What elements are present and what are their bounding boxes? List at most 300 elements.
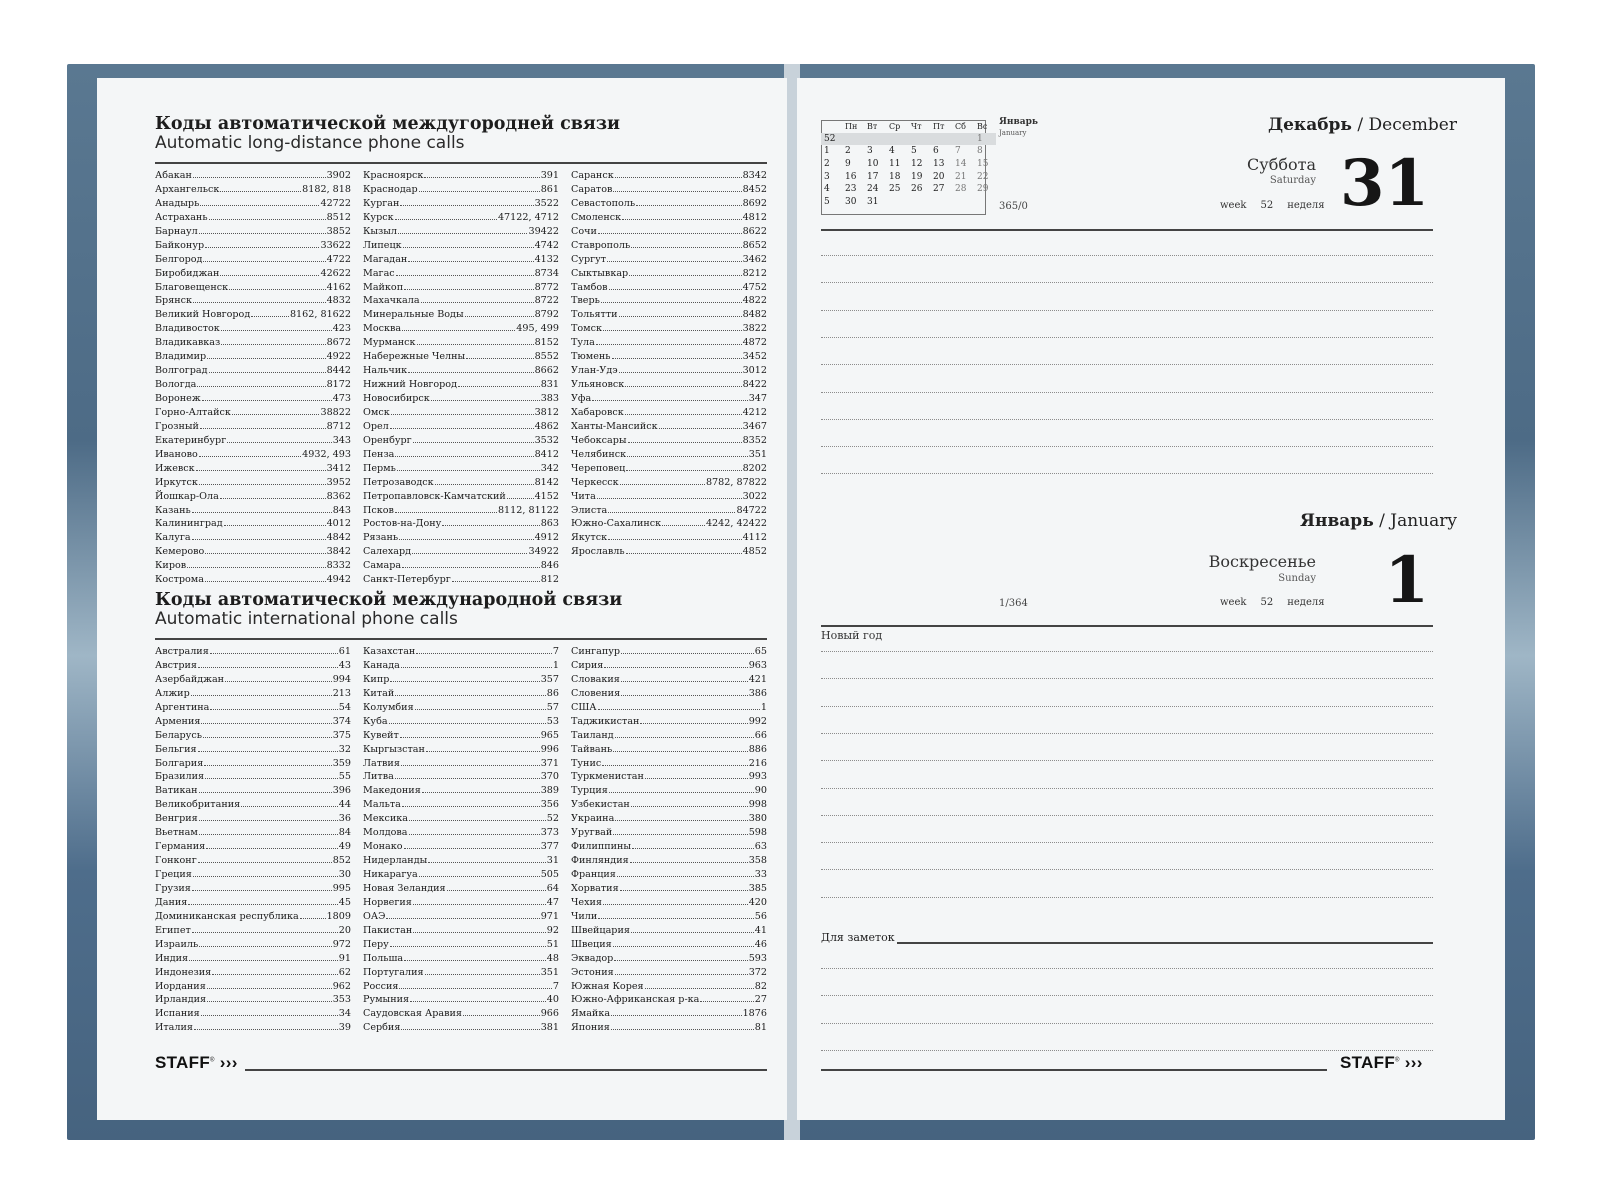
mini-calendar [821,120,996,208]
code-place: Македония [363,785,421,797]
code-row [363,197,559,211]
code-place: Калининград [155,518,223,530]
code-row [155,476,351,490]
code-row [571,462,767,476]
code-place: Турция [571,785,608,797]
code-row [571,673,767,687]
writing-line [821,473,1433,474]
mini-calendar-day: 20 [933,171,945,182]
mini-calendar-day: 24 [867,184,879,195]
code-row [155,798,351,812]
code-value: 846 [540,560,559,572]
code-value: 62 [338,966,351,978]
code-place: Ростов-на-Дону [363,518,442,530]
code-value: 82 [754,980,767,992]
code-place: Рязань [363,532,399,544]
mini-calendar-day: 5 [911,146,917,157]
code-value: 4162 [326,281,351,293]
code-row [155,197,351,211]
code-row [363,924,559,938]
code-place: Тула [571,337,595,349]
leader-dots [630,862,748,863]
code-value: 863 [540,518,559,530]
code-row [571,545,767,559]
code-place: Франция [571,869,616,880]
leader-dots [404,848,540,849]
code-row [363,770,559,784]
mini-calendar-weekday: Чт [911,121,922,131]
code-row [363,434,559,448]
code-place: Кемерово [155,546,205,558]
international-column-1 [155,645,351,1035]
leader-dots [229,289,325,290]
code-place: Кызыл [363,225,398,237]
day1-weekday-en: Saturday [1269,175,1316,186]
code-value: 971 [540,910,559,922]
code-value: 4012 [326,518,351,530]
code-row [363,267,559,281]
leader-dots [408,372,533,373]
code-row [571,882,767,896]
code-place: Тамбов [571,281,608,293]
code-place: Хабаровск [571,406,624,418]
code-row [155,952,351,966]
code-place: Куба [363,715,388,727]
leader-dots [615,974,748,975]
leader-dots [619,372,742,373]
mini-calendar-day [908,133,930,146]
code-row [363,645,559,659]
mini-calendar-day [842,133,864,146]
code-place: Словения [571,687,621,699]
code-row [363,378,559,392]
code-place: Краснодар [363,183,418,195]
day1-week-ru: неделя [1287,200,1325,211]
leader-dots [628,442,742,443]
code-row [155,364,351,378]
leader-dots [206,848,338,849]
code-place: Сургут [571,253,607,265]
leader-dots [620,484,705,485]
code-place: Череповец [571,462,626,474]
code-row [363,673,559,687]
code-value: 7 [552,980,559,992]
code-value: 4922 [326,351,351,363]
code-place: Украина [571,813,615,825]
code-value: 7 [552,646,559,657]
staff-arrows-icon: ››› [219,1053,238,1072]
leader-dots [187,567,325,568]
leader-dots [199,792,332,793]
writing-line [821,995,1433,996]
code-value: 92 [546,924,559,936]
code-place: Мальта [363,799,401,811]
international-codes-title: Коды автоматической международной связи [155,590,623,610]
code-place: Брянск [155,295,193,307]
code-value: 852 [332,855,351,867]
code-row [155,993,351,1007]
mini-calendar-day: 26 [911,184,923,195]
code-row [571,980,767,994]
mini-calendar-day [930,133,952,146]
leader-dots [442,525,539,526]
code-place: Доминиканская республика [155,910,299,922]
staff-logo-left [155,1053,238,1073]
leader-dots [199,946,332,947]
code-row [571,812,767,826]
leader-dots [410,1001,546,1002]
code-row [363,812,559,826]
code-value: 42622 [320,267,351,279]
day1-day-count: 365/0 [999,201,1028,212]
leader-dots [604,667,747,668]
code-value: 381 [540,1022,559,1034]
code-value: 421 [748,673,767,685]
leader-dots [203,737,332,738]
writing-line [821,282,1433,283]
code-row [363,938,559,952]
code-place: Аргентина [155,701,210,713]
leader-dots [622,219,741,220]
mini-calendar-day [864,133,886,146]
code-value: 8722 [534,295,559,307]
code-place: Ханты-Мансийск [571,420,658,432]
code-value: 3822 [742,323,767,335]
staff-registered-mark: ® [1395,1057,1400,1064]
code-place: Португалия [363,966,424,978]
code-row [571,490,767,504]
code-place: Омск [363,406,390,418]
code-value: 495, 499 [516,323,559,335]
code-row [363,322,559,336]
code-value: 4752 [742,281,767,293]
code-value: 57 [546,701,559,713]
writing-line [821,337,1433,338]
code-value: 8442 [326,365,351,377]
code-row [363,840,559,854]
leader-dots [631,932,754,933]
code-row [155,882,351,896]
code-row [571,239,767,253]
code-value: 8362 [326,490,351,502]
code-place: Армения [155,715,201,727]
code-value: 36 [338,813,351,825]
mini-calendar-month: Январь [999,117,1039,127]
code-row [571,322,767,336]
code-value: 351 [748,448,767,460]
writing-line [821,733,1433,734]
mini-calendar-day: 25 [889,184,901,195]
leader-dots [636,205,741,206]
mini-calendar-day: 17 [867,171,879,182]
code-value: 8792 [534,309,559,321]
writing-line [821,760,1433,761]
mini-calendar-day: 11 [889,159,901,170]
international-column-2 [363,645,559,1035]
code-row [363,559,559,573]
code-row [363,910,559,924]
code-row [155,322,351,336]
leader-dots [401,1029,539,1030]
code-value: 8142 [534,476,559,488]
code-place: Сербия [363,1022,401,1034]
leader-dots [613,834,747,835]
leader-dots [390,946,546,947]
code-row [155,840,351,854]
code-place: Сыктывкар [571,267,629,279]
code-value: 380 [748,813,767,825]
code-value: 8712 [326,420,351,432]
code-row [155,392,351,406]
leader-dots [592,400,748,401]
code-place: Санкт-Петербург [363,574,451,586]
leader-dots [613,191,741,192]
leader-dots [198,862,332,863]
code-row [155,378,351,392]
code-row [571,770,767,784]
code-place: Барнаул [155,225,198,237]
code-value: 8692 [742,197,767,209]
code-value: 8202 [742,462,767,474]
leader-dots [617,876,754,877]
code-value: 4842 [326,532,351,544]
code-value: 30 [338,869,351,880]
code-place: Бразилия [155,771,205,783]
code-row [571,645,767,659]
code-value: 343 [332,434,351,446]
leader-dots [408,261,533,262]
code-value: 347 [748,393,767,404]
code-place: Вологда [155,379,197,391]
code-row [571,420,767,434]
code-row [363,392,559,406]
code-place: Индонезия [155,966,212,978]
code-place: Чебоксары [571,434,627,446]
code-row [571,938,767,952]
code-row [363,211,559,225]
code-row [155,183,351,197]
leader-dots [386,918,539,919]
code-value: 962 [332,980,351,992]
code-place: Нальчик [363,365,408,377]
leader-dots [194,1029,338,1030]
leader-dots [401,667,552,668]
leader-dots [452,581,540,582]
code-place: Австрия [155,659,197,671]
code-place: Сингапур [571,646,621,657]
leader-dots [425,974,540,975]
code-row [155,812,351,826]
leader-dots [224,525,326,526]
code-value: 374 [332,715,351,727]
leader-dots [197,386,325,387]
mini-calendar-week-number: 5 [824,196,830,207]
code-value: 65 [754,646,767,657]
mini-calendar-week [821,183,996,196]
mini-calendar-day: 9 [845,159,851,170]
mini-calendar-week-number: 2 [824,159,830,170]
code-value: 3412 [326,462,351,474]
code-value: 8652 [742,239,767,251]
code-place: Горно-Алтайск [155,406,231,418]
code-row [363,448,559,462]
code-row [155,308,351,322]
code-place: Мексика [363,813,408,825]
code-value: 64 [546,882,559,894]
day2-rule [821,625,1433,627]
code-row [155,169,351,183]
code-row [571,364,767,378]
code-value: 4912 [534,532,559,544]
code-value: 8342 [742,170,767,181]
code-value: 372 [748,966,767,978]
code-row [571,211,767,225]
mini-calendar-day: 16 [845,171,857,182]
code-value: 40 [546,994,559,1006]
code-row [155,966,351,980]
code-row [363,896,559,910]
leader-dots [193,302,326,303]
code-place: Южно-Африканская р-ка [571,994,700,1006]
day2-week-number: 52 [1260,597,1274,608]
leader-dots [601,302,742,303]
code-value: 4942 [326,574,351,586]
code-place: Ижевск [155,462,195,474]
code-place: Туркменистан [571,771,644,783]
code-value: 3462 [742,253,767,265]
code-place: Томск [571,323,603,335]
mini-calendar-day: 15 [977,159,989,170]
code-place: Сирия [571,659,604,671]
leader-dots [615,820,747,821]
code-value: 4212 [742,406,767,418]
leader-dots [627,456,748,457]
code-value: 4132 [534,253,559,265]
code-row [155,434,351,448]
code-row [155,743,351,757]
leader-dots [413,904,546,905]
code-place: Пенза [363,448,395,460]
code-row [363,476,559,490]
leader-dots [205,553,325,554]
leader-dots [424,177,539,178]
day1-date-number: 31 [1339,146,1429,221]
code-value: 86 [546,687,559,699]
code-row [571,504,767,518]
code-value: 56 [754,910,767,922]
day2-weekday-en: Sunday [1278,573,1316,584]
code-row [363,743,559,757]
code-row [363,729,559,743]
code-row [155,281,351,295]
code-value: 375 [332,729,351,741]
code-place: Майкоп [363,281,404,293]
leader-dots [201,723,331,724]
code-row [363,253,559,267]
code-row [155,462,351,476]
code-value: 8152 [534,337,559,349]
code-place: США [571,701,597,713]
code-value: 38822 [320,406,351,418]
code-place: Польша [363,952,404,964]
leader-dots [413,932,546,933]
leader-dots [404,960,546,961]
leader-dots [202,400,332,401]
code-row [155,1007,351,1021]
mini-calendar-day: 14 [955,159,967,170]
code-value: 8772 [534,281,559,293]
code-place: Воронеж [155,393,201,404]
code-row [571,798,767,812]
code-place: Ульяновск [571,379,625,391]
leader-dots [210,709,337,710]
code-place: Волгоград [155,365,208,377]
leader-dots [645,988,754,989]
leader-dots [390,428,534,429]
mini-calendar-day: 1 [974,133,996,146]
mini-calendar-day: 18 [889,171,901,182]
code-place: Махачкала [363,295,420,307]
code-row [363,980,559,994]
code-value: 4742 [534,239,559,251]
mini-calendar-day: 12 [911,159,923,170]
leader-dots [412,553,527,554]
code-row [571,169,767,183]
code-place: Италия [155,1022,193,1034]
leader-dots [611,1015,742,1016]
mini-calendar-week [821,196,996,209]
code-value: 52 [546,813,559,825]
leader-dots [209,219,326,220]
code-place: Тверь [571,295,600,307]
leader-dots [300,918,326,919]
code-value: 8332 [326,560,351,572]
leader-dots [629,275,741,276]
day2-weekday: Воскресенье [1208,552,1316,571]
code-value: 8662 [534,365,559,377]
code-value: 54 [338,701,351,713]
mini-calendar-weekday: Пт [933,121,945,131]
leader-dots [611,1029,754,1030]
code-place: Салехард [363,546,412,558]
code-value: 965 [540,729,559,741]
code-row [155,336,351,350]
code-row [363,308,559,322]
code-place: Казань [155,504,191,516]
code-place: Дания [155,896,188,908]
code-place: Байконур [155,239,205,251]
code-row [155,239,351,253]
writing-line [821,446,1433,447]
mini-calendar-day: 3 [867,146,873,157]
code-row [571,281,767,295]
leader-dots [399,988,551,989]
code-row [363,701,559,715]
code-value: 53 [546,715,559,727]
code-value: 42722 [320,197,351,209]
code-row [363,715,559,729]
code-row [363,966,559,980]
leader-dots [198,751,338,752]
code-value: 420 [748,896,767,908]
code-place: Чехия [571,896,602,908]
code-row [155,715,351,729]
day1-weekday: Суббота [1247,155,1316,174]
code-row [363,952,559,966]
writing-line [821,651,1433,652]
day2-month-ru: Январь [1300,511,1374,531]
leader-dots [389,723,546,724]
